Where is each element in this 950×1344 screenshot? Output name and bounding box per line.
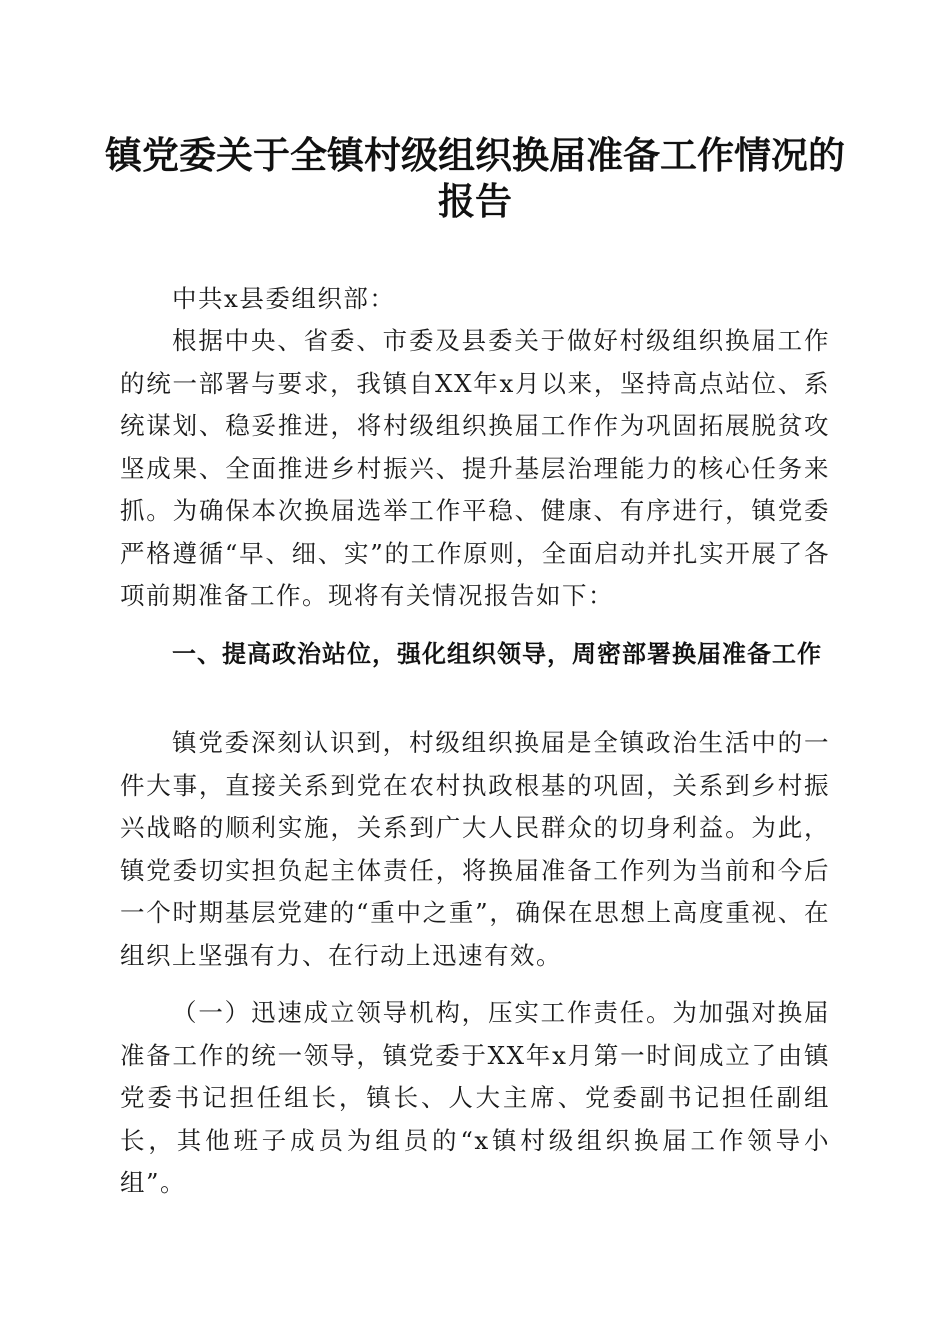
salutation: 中共x县委组织部： xyxy=(172,284,396,313)
document-title-line-2: 报告 xyxy=(438,179,512,223)
paragraph-section-1: 镇党委深刻认识到，村级组织换届是全镇政治生活中的一件大事，直接关系到党在农村执政根基的巩固，关系到乡村振兴战略的顺利实施，关系到广大人民群众的切身利益。为此，镇党委切实担负起主体责任，将换届准备工作列为当前和今后一个时期基层党建的“重中之重”，确保在思想上高度重视、在组织上坚强有力、在行动上迅速有效。 xyxy=(120,728,830,970)
paragraph-intro: 根据中央、省委、市委及县委关于做好村级组织换届工作的统一部署与要求，我镇自XX年x月以来，坚持高点站位、系统谋划、稳妥推进，将村级组织换届工作作为巩固拓展脱贫攻坚成果、全面推进乡村振兴、提升基层治理能力的核心任务来抓。为确保本次换届选举工作平稳、健康、有序进行，镇党委严格遵循“早、细、实”的工作原则，全面启动并扎实开展了各项前期准备工作。现将有关情况报告如下： xyxy=(120,326,830,610)
document-title-line-1: 镇党委关于全镇村级组织换届准备工作情况的 xyxy=(105,133,845,177)
document-title xyxy=(100,132,850,224)
paragraph-subsection-1: （一）迅速成立领导机构，压实工作责任。为加强对换届准备工作的统一领导，镇党委于XX年x月第一时间成立了由镇党委书记担任组长，镇长、人大主席、党委副书记担任副组长，其他班子成员为组员的“x镇村级组织换届工作领导小组”。 xyxy=(120,998,830,1197)
section-heading-1: 一、提高政治站位，强化组织领导，周密部署换届准备工作 xyxy=(172,640,822,668)
